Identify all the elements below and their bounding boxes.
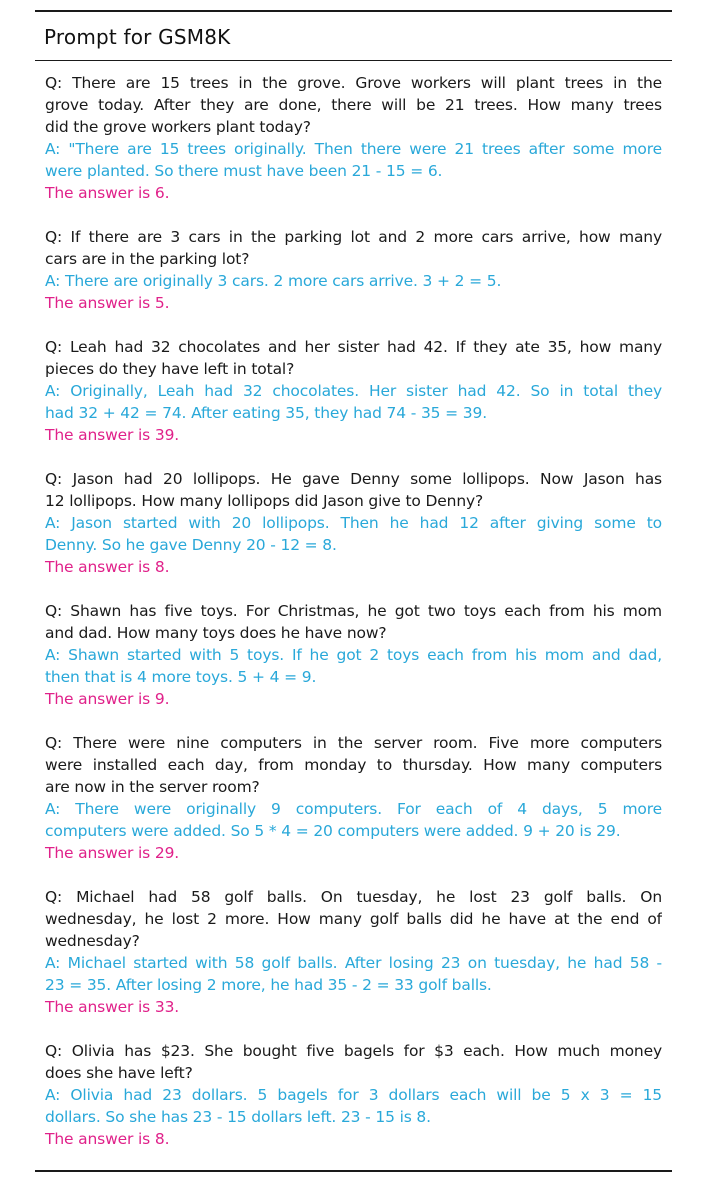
answer-line: A: There were originally 9 computers. For each of 4 days, 5 more xyxy=(45,800,662,818)
final-answer: The answer is 33. xyxy=(45,998,180,1016)
final-answer: The answer is 8. xyxy=(45,1130,170,1148)
question-line: Q: Shawn has five toys. For Christmas, he got two toys each from his mom xyxy=(45,602,662,620)
final-answer: The answer is 6. xyxy=(45,184,170,202)
answer-line: A: Olivia had 23 dollars. 5 bagels for 3 dollars each will be 5 x 3 = 15 xyxy=(45,1086,662,1104)
question-line: Q: Michael had 58 golf balls. On tuesday, he lost 23 golf balls. On xyxy=(45,888,662,906)
answer-line: A: "There are 15 trees originally. Then there were 21 trees after some more xyxy=(45,140,662,158)
question-line: are now in the server room? xyxy=(45,778,260,796)
question-line: did the grove workers plant today? xyxy=(45,118,311,136)
answer-line: A: Originally, Leah had 32 chocolates. Her sister had 42. So in total they xyxy=(45,382,662,400)
question-line: Q: Leah had 32 chocolates and her sister had 42. If they ate 35, how many xyxy=(45,338,662,356)
example-block xyxy=(45,468,662,600)
question-line: Q: If there are 3 cars in the parking lot and 2 more cars arrive, how many xyxy=(45,228,662,246)
panel-title: Prompt for GSM8K xyxy=(44,25,231,49)
question-line: Q: There were nine computers in the server room. Five more computers xyxy=(45,734,662,752)
example-block xyxy=(45,226,662,336)
final-answer: The answer is 5. xyxy=(45,294,170,312)
answer-line: dollars. So she has 23 - 15 dollars left. 23 - 15 is 8. xyxy=(45,1108,431,1126)
question-line: 12 lollipops. How many lollipops did Jason give to Denny? xyxy=(45,492,484,510)
bottom-rule xyxy=(35,1170,672,1172)
question-line: grove today. After they are done, there will be 21 trees. How many trees xyxy=(45,96,662,114)
question-line: Q: Jason had 20 lollipops. He gave Denny some lollipops. Now Jason has xyxy=(45,470,662,488)
final-answer: The answer is 39. xyxy=(45,426,180,444)
answer-line: computers were added. So 5 * 4 = 20 computers were added. 9 + 20 is 29. xyxy=(45,822,621,840)
example-block xyxy=(45,886,662,1040)
question-line: pieces do they have left in total? xyxy=(45,360,295,378)
question-line: wednesday? xyxy=(45,932,140,950)
question-line: does she have left? xyxy=(45,1064,193,1082)
answer-line: had 32 + 42 = 74. After eating 35, they had 74 - 35 = 39. xyxy=(45,404,487,422)
question-line: cars are in the parking lot? xyxy=(45,250,250,268)
final-answer: The answer is 8. xyxy=(45,558,170,576)
prompt-panel xyxy=(35,0,672,1181)
top-rule xyxy=(35,10,672,12)
answer-line: Denny. So he gave Denny 20 - 12 = 8. xyxy=(45,536,337,554)
examples-list xyxy=(45,72,662,1172)
question-line: were installed each day, from monday to thursday. How many computers xyxy=(45,756,662,774)
title-divider xyxy=(35,60,672,61)
answer-line: A: Michael started with 58 golf balls. After losing 23 on tuesday, he had 58 - xyxy=(45,954,662,972)
answer-line: A: Shawn started with 5 toys. If he got 2 toys each from his mom and dad, xyxy=(45,646,662,664)
answer-line: then that is 4 more toys. 5 + 4 = 9. xyxy=(45,668,317,686)
question-line: wednesday, he lost 2 more. How many golf balls did he have at the end of xyxy=(45,910,662,928)
example-block xyxy=(45,72,662,226)
answer-line: A: There are originally 3 cars. 2 more cars arrive. 3 + 2 = 5. xyxy=(45,272,502,290)
question-line: Q: There are 15 trees in the grove. Grove workers will plant trees in the xyxy=(45,74,662,92)
example-block xyxy=(45,336,662,468)
answer-line: were planted. So there must have been 21 - 15 = 6. xyxy=(45,162,443,180)
example-block xyxy=(45,600,662,732)
example-block xyxy=(45,1040,662,1172)
answer-line: 23 = 35. After losing 2 more, he had 35 - 2 = 33 golf balls. xyxy=(45,976,492,994)
example-block xyxy=(45,732,662,886)
question-line: Q: Olivia has $23. She bought five bagels for $3 each. How much money xyxy=(45,1042,662,1060)
final-answer: The answer is 29. xyxy=(45,844,180,862)
answer-line: A: Jason started with 20 lollipops. Then he had 12 after giving some to xyxy=(45,514,662,532)
final-answer: The answer is 9. xyxy=(45,690,170,708)
question-line: and dad. How many toys does he have now? xyxy=(45,624,387,642)
